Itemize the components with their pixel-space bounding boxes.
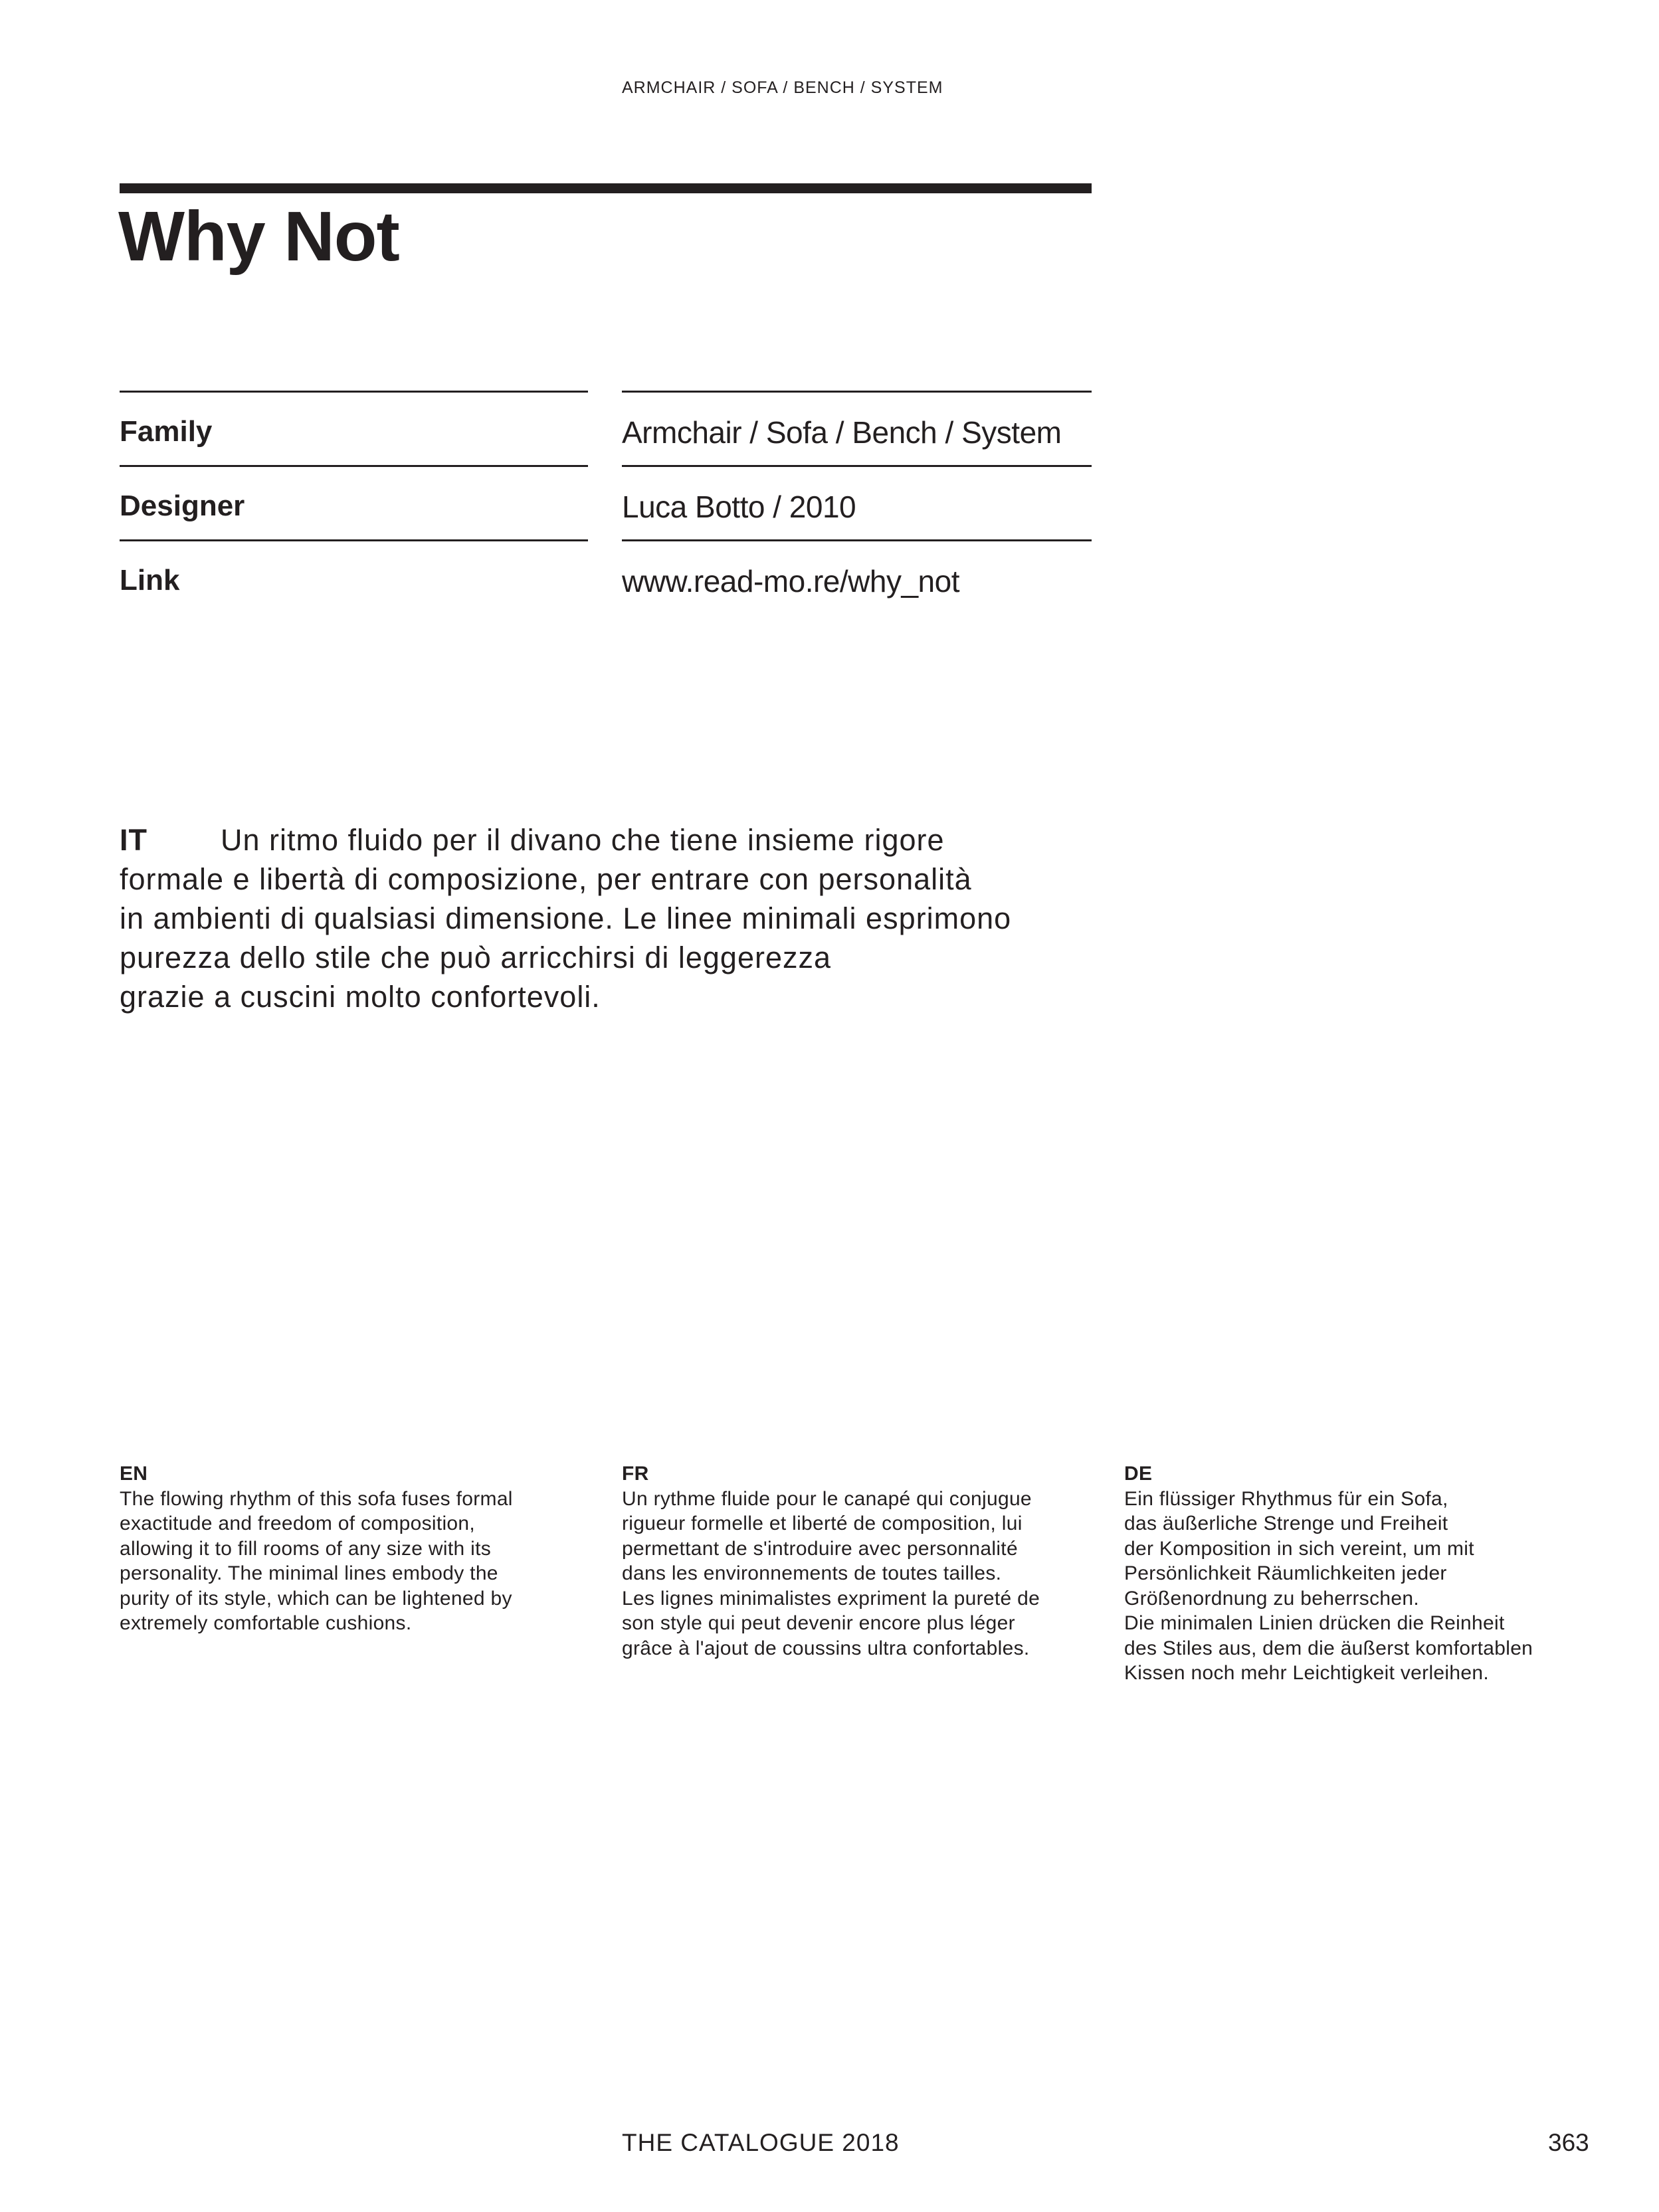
info-rule-left-2: [120, 465, 588, 467]
description-de-line: der Komposition in sich vereint, um mit: [1124, 1537, 1474, 1560]
language-code-it: IT: [120, 823, 147, 857]
description-de-line: Kissen noch mehr Leichtigkeit verleihen.: [1124, 1662, 1489, 1684]
description-en-line: extremely comfortable cushions.: [120, 1612, 412, 1634]
link-label: Link: [120, 564, 180, 597]
description-de: [1124, 1461, 1603, 1686]
description-it-line: grazie a cuscini molto confortevoli.: [120, 980, 601, 1014]
link-value[interactable]: www.read-mo.re/why_not: [622, 564, 959, 599]
description-fr-line: son style qui peut devenir encore plus léger: [622, 1612, 1015, 1634]
description-en: [120, 1461, 598, 1636]
description-fr-line: Les lignes minimalistes expriment la pureté de: [622, 1587, 1040, 1610]
description-en-line: The flowing rhythm of this sofa fuses formal: [120, 1487, 513, 1510]
language-code-fr: FR: [622, 1463, 649, 1485]
title-rule: [120, 183, 1092, 193]
designer-label: Designer: [120, 490, 245, 522]
designer-value: Luca Botto / 2010: [622, 490, 856, 524]
description-de-line: des Stiles aus, dem die äußerst komfortablen: [1124, 1637, 1533, 1659]
description-fr-line: dans les environnements de toutes tailles.: [622, 1562, 1002, 1584]
description-it-line: in ambienti di qualsiasi dimensione. Le linee minimali esprimono: [120, 901, 1012, 935]
description-it: [120, 820, 1116, 1016]
description-it-line: IT Un ritmo fluido per il divano che tiene insieme rigore: [120, 820, 1116, 860]
info-rule-right-3: [622, 539, 1092, 541]
description-it-line: formale e libertà di composizione, per entrare con personalità: [120, 862, 972, 896]
description-fr-line: permettant de s'introduire avec personnalité: [622, 1537, 1018, 1560]
description-en-line: personality. The minimal lines embody the: [120, 1562, 498, 1584]
description-de-line: Größenordnung zu beherrschen.: [1124, 1587, 1419, 1610]
product-title: Why Not: [118, 197, 399, 276]
description-de-line: Ein flüssiger Rhythmus für ein Sofa,: [1124, 1487, 1448, 1510]
description-fr-line: rigueur formelle et liberté de composition, lui: [622, 1513, 1023, 1534]
language-code-de: DE: [1124, 1463, 1153, 1485]
description-de-line: Persönlichkeit Räumlichkeiten jeder: [1124, 1562, 1447, 1584]
info-rule-right-1: [622, 391, 1092, 393]
page-number: 363: [1548, 2129, 1589, 2156]
language-code-en: EN: [120, 1463, 148, 1485]
family-label: Family: [120, 415, 213, 448]
category-breadcrumb: ARMCHAIR / SOFA / BENCH / SYSTEM: [622, 78, 943, 97]
description-fr: [622, 1461, 1100, 1661]
family-value: Armchair / Sofa / Bench / System: [622, 415, 1062, 450]
catalogue-title: THE CATALOGUE 2018: [622, 2129, 900, 2156]
description-fr-line: Un rythme fluide pour le canapé qui conjugue: [622, 1487, 1032, 1510]
info-rule-left-1: [120, 391, 588, 393]
description-en-line: allowing it to fill rooms of any size with its: [120, 1537, 491, 1560]
info-rule-left-3: [120, 539, 588, 541]
description-fr-line: grâce à l'ajout de coussins ultra confortables.: [622, 1637, 1030, 1659]
description-de-line: Die minimalen Linien drücken die Reinheit: [1124, 1612, 1505, 1634]
info-rule-right-2: [622, 465, 1092, 467]
description-de-line: das äußerliche Strenge und Freiheit: [1124, 1513, 1448, 1534]
description-en-line: exactitude and freedom of composition,: [120, 1513, 476, 1534]
description-en-line: purity of its style, which can be lightened by: [120, 1587, 512, 1610]
description-it-line: purezza dello stile che può arricchirsi di leggerezza: [120, 941, 832, 974]
